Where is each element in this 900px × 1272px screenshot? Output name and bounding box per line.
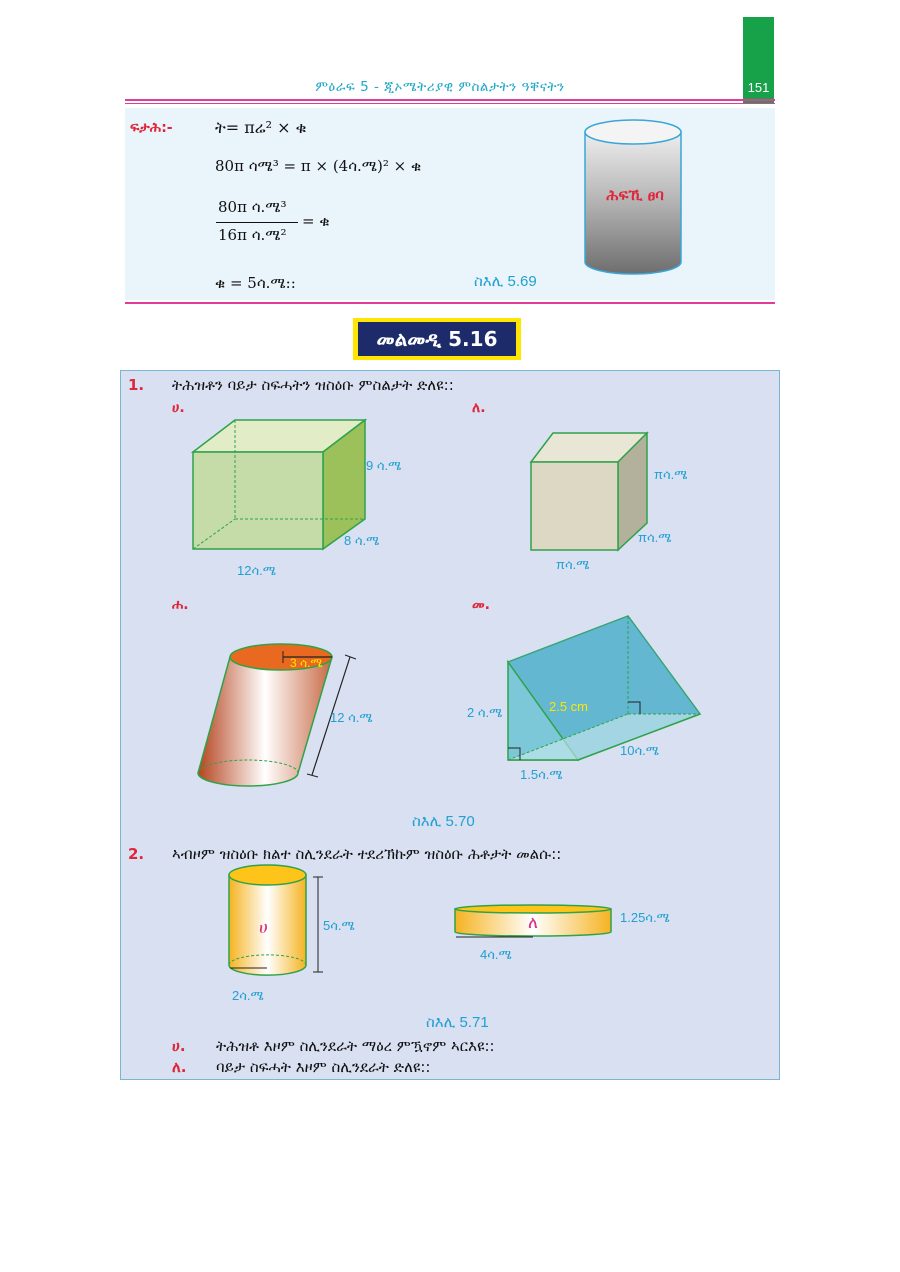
figure-caption-570: ስእሊ 5.70: [412, 813, 475, 830]
cylinder-a-height: 5ሳ.ሜ: [323, 918, 355, 933]
header-rule: [125, 99, 775, 101]
cube-depth-label: πሳ.ሜ: [638, 530, 672, 545]
sub-question-a-text: ትሕዝቶ እዞም ስሊንደራት ማዕረ ምዃኖም ኣርእዩ::: [216, 1037, 495, 1055]
fraction-rhs: = ቁ: [302, 212, 330, 230]
sub-question-b-label: ለ.: [172, 1058, 187, 1076]
header-rule-thin: [125, 103, 775, 104]
solution-bottom-rule: [125, 302, 775, 304]
oblique-length-label: 12 ሳ.ሜ: [330, 710, 373, 725]
cylinder-a-letter: ሀ: [259, 918, 268, 937]
figure-caption-571: ስእሊ 5.71: [426, 1014, 489, 1031]
label-b: ለ.: [472, 400, 486, 416]
triangular-prism-figure: [500, 610, 710, 765]
fraction-numerator: 80π ሳ.ሜ³: [218, 198, 287, 216]
cube-height-label: πሳ.ሜ: [654, 467, 688, 482]
cylinder-b-letter: ለ: [528, 913, 538, 932]
figure-caption-569: ስእሊ 5.69: [474, 273, 537, 290]
fraction-bar: [216, 222, 298, 223]
formula-line-2: 80π ሳሜ³ = π × (4ሳ.ሜ)² × ቁ: [215, 157, 422, 175]
chapter-header: ምዕራፍ 5 - ጂኦሜትሪያዊ ምስልታትን ዓቐናትን: [315, 79, 565, 95]
question-2-text: ኣብዞም ዝስዕቡ ክልተ ስሊንደራት ተደሪኽኩም ዝስዕቡ ሕቶታት መልሱ::: [172, 845, 562, 863]
fraction-denominator: 16π ሳ.ሜ²: [218, 226, 287, 244]
cylinder-b-height: 1.25ሳ.ሜ: [620, 910, 670, 925]
question-2-number: 2.: [128, 845, 145, 863]
sub-question-a-label: ሀ.: [172, 1037, 186, 1055]
label-a: ሀ.: [172, 400, 185, 416]
label-d: መ.: [472, 597, 490, 613]
solution-label: ፍታሕ:-: [130, 120, 173, 136]
sub-question-b-text: ባይታ ስፍሓት እዞም ስሊንደራት ድለዩ::: [216, 1058, 431, 1076]
page-number: 151: [747, 80, 770, 95]
formula-line-1: ት= πሬ² × ቁ: [215, 118, 307, 137]
cube-figure: [525, 428, 655, 558]
triangle-base-label: 1.5ሳ.ሜ: [520, 767, 563, 782]
triangle-height-label: 2 ሳ.ሜ: [467, 705, 503, 720]
question-1-number: 1.: [128, 376, 145, 394]
oblique-radius-label: 3 ሳ.ሜ: [290, 656, 323, 670]
prism-length-label: 10ሳ.ሜ: [620, 743, 659, 758]
cylinder-label: ሕፍኺ ፀባ: [606, 186, 664, 204]
cylinder-b-radius: 4ሳ.ሜ: [480, 947, 512, 962]
activity-title: መልመዲ 5.16: [358, 322, 516, 356]
prism-depth-label: 8 ሳ.ሜ: [344, 533, 380, 548]
label-c: ሐ.: [172, 597, 189, 613]
slant-label: 2.5 cm: [549, 699, 589, 714]
cylinder-a-figure: [222, 860, 332, 985]
question-1-text: ትሕዝቶን ባይታ ስፍሓትን ዝስዕቡ ምስልታት ድለዩ::: [172, 376, 454, 394]
cylinder-a-radius: 2ሳ.ሜ: [232, 988, 264, 1003]
cube-width-label: πሳ.ሜ: [556, 557, 590, 572]
prism-width-label: 12ሳ.ሜ: [237, 563, 276, 578]
formula-line-4: ቁ = 5ሳ.ሜ::: [215, 274, 296, 292]
prism-height-label: 9 ሳ.ሜ: [366, 458, 402, 473]
